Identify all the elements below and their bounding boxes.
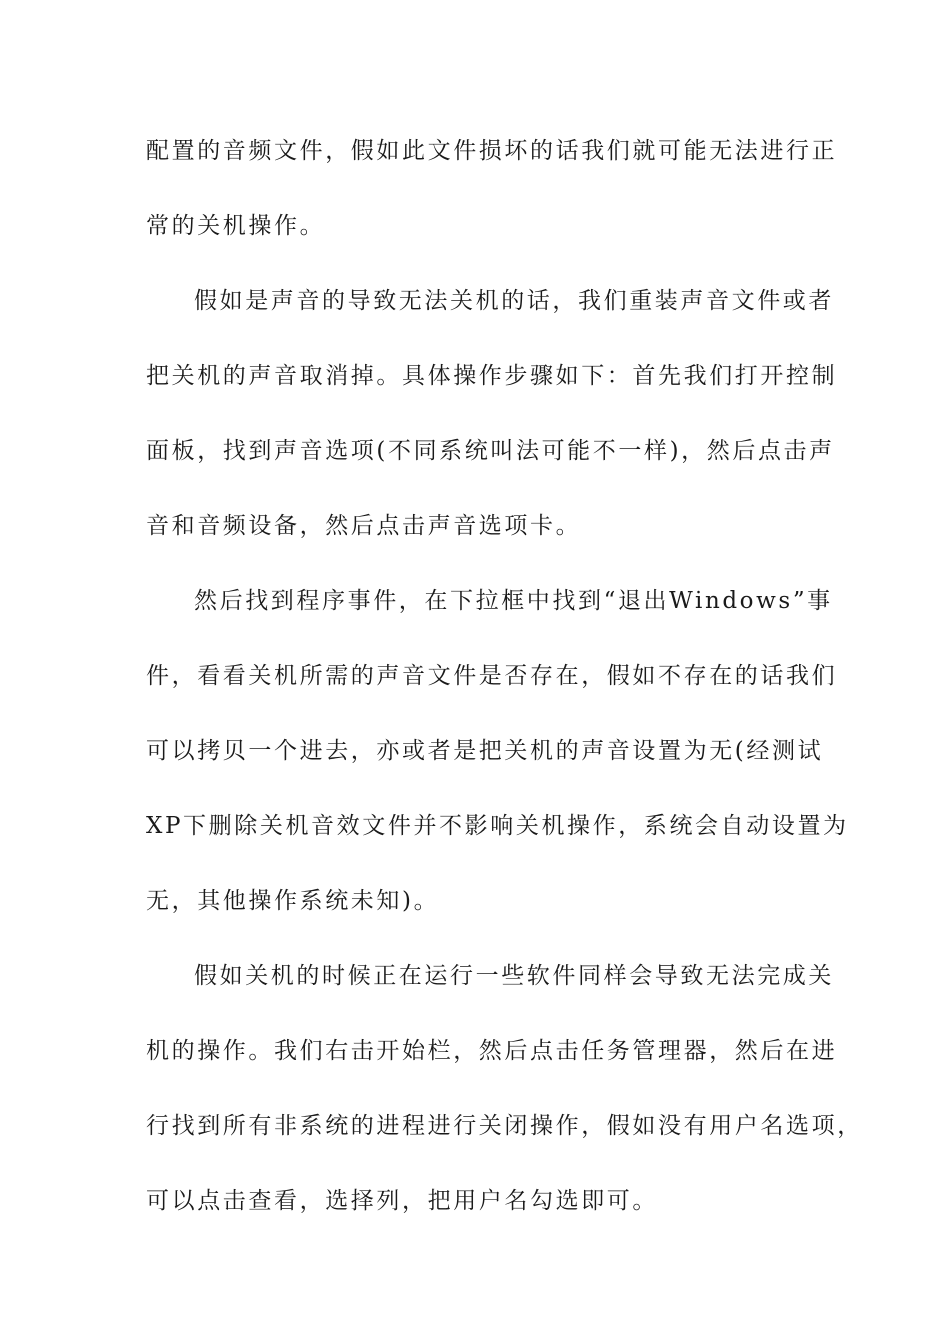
text-line-2: 常的关机操作。: [146, 213, 326, 239]
paragraph-start-line-7: 然后找到程序事件，在下拉框中找到“退出Windows”事: [194, 588, 833, 614]
text-line-10: XP下删除关机音效文件并不影响关机操作，系统会自动设置为: [146, 813, 849, 839]
paragraph-start-line-3: 假如是声音的导致无法关机的话，我们重装声音文件或者: [194, 288, 834, 314]
text-line-11: 无，其他操作系统未知)。: [146, 888, 440, 914]
text-line-13: 机的操作。我们右击开始栏，然后点击任务管理器，然后在进: [146, 1038, 838, 1064]
text-line-4: 把关机的声音取消掉。具体操作步骤如下：首先我们打开控制: [146, 363, 838, 389]
text-line-14: 行找到所有非系统的进程进行关闭操作，假如没有用户名选项，: [146, 1113, 863, 1139]
text-line-5: 面板，找到声音选项(不同系统叫法可能不一样)，然后点击声: [146, 438, 835, 464]
text-line-1: 配置的音频文件，假如此文件损坏的话我们就可能无法进行正: [146, 138, 838, 164]
text-line-9: 可以拷贝一个进去，亦或者是把关机的声音设置为无(经测试: [146, 738, 824, 764]
paragraph-start-line-12: 假如关机的时候正在运行一些软件同样会导致无法完成关: [194, 963, 834, 989]
text-line-6: 音和音频设备，然后点击声音选项卡。: [146, 513, 582, 539]
text-line-8: 件，看看关机所需的声音文件是否存在，假如不存在的话我们: [146, 663, 838, 689]
text-line-15: 可以点击查看，选择列，把用户名勾选即可。: [146, 1188, 658, 1214]
